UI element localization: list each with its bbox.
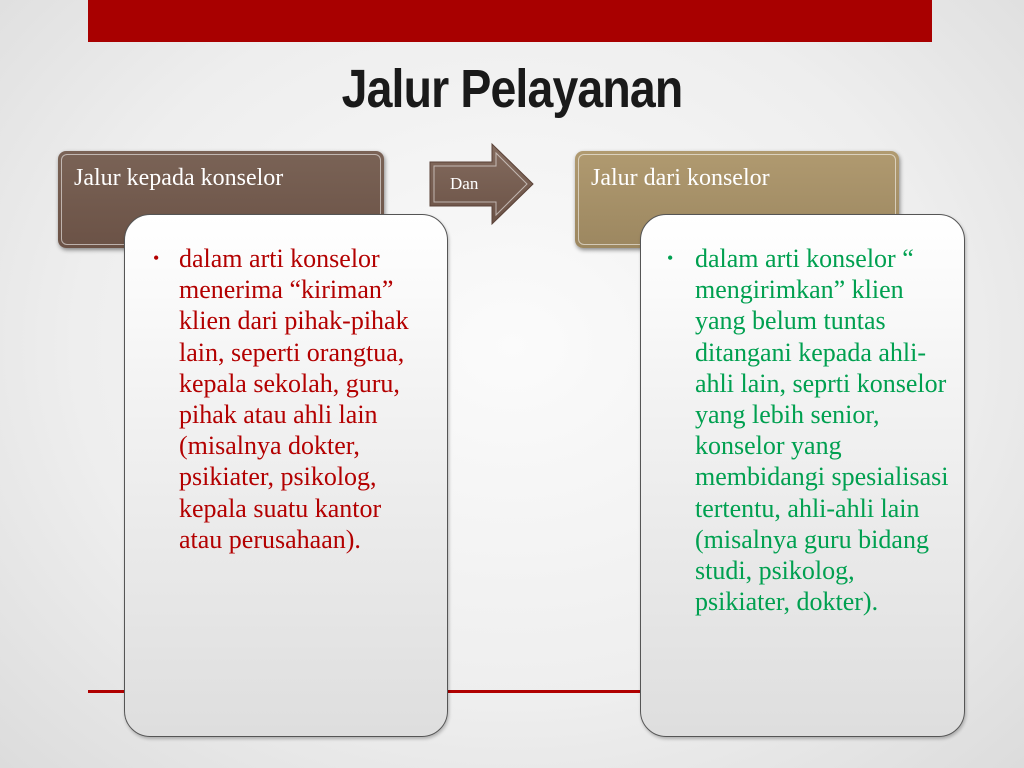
- right-arrow-icon: [428, 142, 536, 226]
- bullet-dot-icon: •: [667, 248, 674, 268]
- right-header-label: Jalur dari konselor: [591, 165, 770, 191]
- right-bullet-text: dalam arti konselor “ mengirimkan” klien yang belum tuntas ditangani kepada ahli-ahli lain, seprti konselor yang lebih senior, konselor yang membidangi spesialisasi tertentu, ahli-ahli lain (misalnya guru bidang studi, psikolog, psikiater, dokter).: [695, 244, 949, 617]
- right-bullet-item: [667, 243, 949, 617]
- connector-arrow: [428, 142, 536, 226]
- connector-label: Dan: [450, 174, 479, 193]
- left-content-box: [124, 214, 448, 737]
- left-header-label: Jalur kepada konselor: [74, 165, 284, 191]
- bullet-dot-icon: •: [153, 248, 160, 268]
- top-accent-bar: [88, 0, 932, 42]
- slide-title: Jalur Pelayanan: [341, 59, 683, 119]
- right-content-box: [640, 214, 965, 737]
- left-bullet-item: [153, 243, 423, 555]
- left-bullet-text: dalam arti konselor menerima “kiriman” klien dari pihak-pihak lain, seperti orangtua, kepala sekolah, guru, pihak atau ahli lain (misalnya dokter, psikiater, psikolog, kepala suatu kantor atau perusahaan).: [179, 244, 409, 554]
